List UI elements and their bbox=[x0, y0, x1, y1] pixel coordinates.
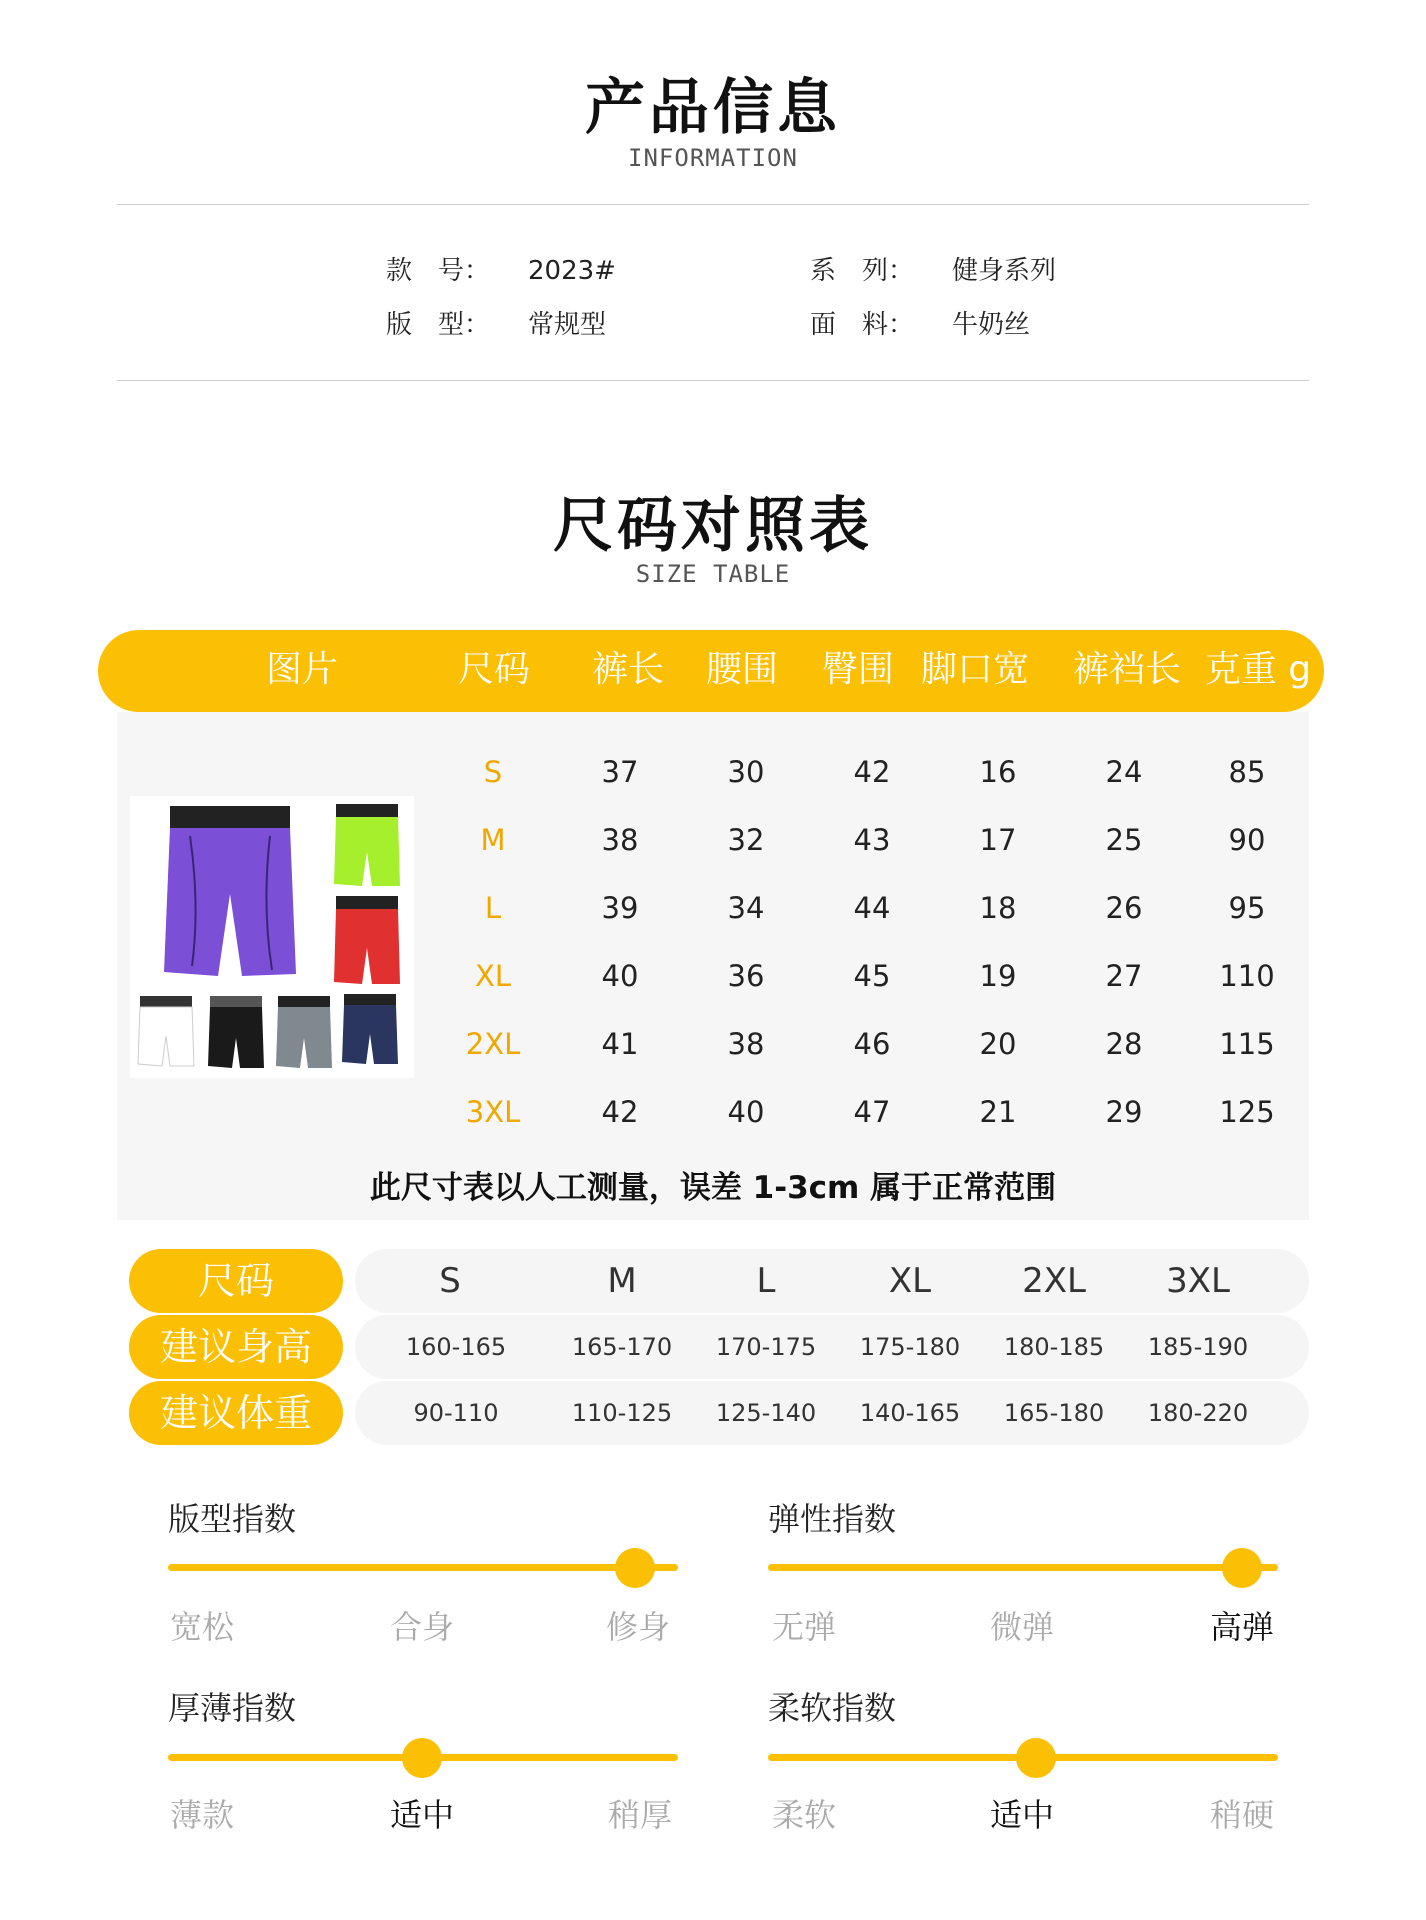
shorts-red bbox=[334, 896, 400, 984]
info-value: 牛奶丝 bbox=[952, 310, 1031, 340]
rec-size: M bbox=[607, 1261, 637, 1301]
cell-leg-opening: 19 bbox=[979, 959, 1017, 993]
cell-waist: 34 bbox=[727, 891, 765, 925]
rec-weight: 140-165 bbox=[859, 1399, 961, 1427]
elasticity-index-knob bbox=[1222, 1548, 1262, 1588]
info-value: 常规型 bbox=[528, 310, 607, 340]
rec-weight: 125-140 bbox=[715, 1399, 817, 1427]
rec-height: 165-170 bbox=[571, 1333, 673, 1361]
header-waist: 腰围 bbox=[705, 649, 778, 690]
cell-size: 2XL bbox=[465, 1027, 521, 1061]
info-field-series bbox=[810, 250, 1056, 287]
softness-label: 柔软 bbox=[772, 1796, 837, 1834]
cell-rise: 27 bbox=[1105, 959, 1143, 993]
cell-length: 37 bbox=[601, 755, 639, 789]
cell-hip: 47 bbox=[853, 1095, 891, 1129]
shorts-navy bbox=[342, 994, 398, 1064]
cell-hip: 43 bbox=[853, 823, 891, 857]
elasticity-label: 微弹 bbox=[990, 1608, 1055, 1646]
label-size: 尺码 bbox=[129, 1249, 343, 1313]
softness-label-selected: 适中 bbox=[990, 1796, 1055, 1834]
cell-hip: 45 bbox=[853, 959, 891, 993]
cell-hip: 46 bbox=[853, 1027, 891, 1061]
divider bbox=[117, 380, 1309, 381]
elasticity-index-track bbox=[768, 1564, 1278, 1571]
cell-leg-opening: 16 bbox=[979, 755, 1017, 789]
rec-size: 3XL bbox=[1166, 1261, 1230, 1301]
info-subtitle: INFORMATION bbox=[628, 144, 798, 172]
rec-height: 160-165 bbox=[405, 1333, 507, 1361]
rec-size: 2XL bbox=[1022, 1261, 1086, 1301]
rec-size: L bbox=[756, 1261, 776, 1301]
thickness-label-selected: 适中 bbox=[390, 1796, 455, 1834]
cell-length: 40 bbox=[601, 959, 639, 993]
softness-index-knob bbox=[1016, 1738, 1056, 1778]
fit-index-track bbox=[168, 1564, 678, 1571]
rec-height: 185-190 bbox=[1147, 1333, 1249, 1361]
label-weight: 建议体重 bbox=[129, 1381, 343, 1445]
header-length: 裤长 bbox=[591, 649, 664, 690]
cell-hip: 44 bbox=[853, 891, 891, 925]
header-rise: 裤裆长 bbox=[1072, 649, 1181, 690]
info-field-style-no bbox=[386, 250, 616, 287]
cell-length: 42 bbox=[601, 1095, 639, 1129]
rec-size: XL bbox=[888, 1261, 932, 1301]
header-size: 尺码 bbox=[457, 649, 530, 690]
divider bbox=[117, 204, 1309, 205]
info-key: 系 列： bbox=[810, 256, 915, 286]
thickness-label: 稍厚 bbox=[608, 1796, 673, 1834]
cell-waist: 38 bbox=[727, 1027, 765, 1061]
cell-weight: 95 bbox=[1228, 891, 1266, 925]
cell-waist: 40 bbox=[727, 1095, 765, 1129]
info-value: 健身系列 bbox=[952, 256, 1057, 286]
rec-height: 180-185 bbox=[1003, 1333, 1105, 1361]
thickness-index-knob bbox=[402, 1738, 442, 1778]
cell-leg-opening: 17 bbox=[979, 823, 1017, 857]
cell-waist: 30 bbox=[727, 755, 765, 789]
rec-weight: 90-110 bbox=[413, 1399, 499, 1427]
softness-label: 稍硬 bbox=[1210, 1796, 1275, 1834]
info-field-fabric bbox=[810, 304, 1030, 341]
shorts-black bbox=[208, 996, 264, 1068]
elasticity-index-title: 弹性指数 bbox=[768, 1500, 897, 1538]
rec-height: 170-175 bbox=[715, 1333, 817, 1361]
info-key: 版 型： bbox=[386, 310, 491, 340]
shorts-green bbox=[334, 804, 400, 886]
cell-weight: 90 bbox=[1228, 823, 1266, 857]
cell-length: 38 bbox=[601, 823, 639, 857]
cell-size: L bbox=[484, 891, 502, 925]
fit-label: 合身 bbox=[390, 1608, 455, 1646]
cell-leg-opening: 18 bbox=[979, 891, 1017, 925]
size-title: 尺码对照表 bbox=[553, 491, 873, 561]
cell-rise: 24 bbox=[1105, 755, 1143, 789]
fit-label: 宽松 bbox=[170, 1608, 235, 1646]
measurement-note: 此尺寸表以人工测量，误差 1-3cm 属于正常范围 bbox=[369, 1170, 1057, 1206]
cell-length: 41 bbox=[601, 1027, 639, 1061]
cell-rise: 26 bbox=[1105, 891, 1143, 925]
fit-index-knob bbox=[615, 1548, 655, 1588]
cell-weight: 110 bbox=[1219, 959, 1275, 993]
header-hip: 臀围 bbox=[821, 649, 894, 690]
info-field-fit bbox=[386, 304, 606, 341]
product-image bbox=[130, 796, 414, 1078]
info-title: 产品信息 bbox=[585, 73, 841, 143]
rec-size: S bbox=[439, 1261, 461, 1301]
cell-weight: 115 bbox=[1219, 1027, 1275, 1061]
info-value: 2023# bbox=[528, 256, 616, 286]
cell-rise: 28 bbox=[1105, 1027, 1143, 1061]
info-key: 面 料： bbox=[810, 310, 915, 340]
cell-length: 39 bbox=[601, 891, 639, 925]
cell-leg-opening: 20 bbox=[979, 1027, 1017, 1061]
fit-label-selected: 修身 bbox=[606, 1608, 671, 1646]
rec-weight: 165-180 bbox=[1003, 1399, 1105, 1427]
rec-weight: 110-125 bbox=[571, 1399, 673, 1427]
cell-waist: 36 bbox=[727, 959, 765, 993]
cell-size: S bbox=[483, 755, 503, 789]
cell-size: M bbox=[480, 823, 506, 857]
cell-weight: 85 bbox=[1228, 755, 1266, 789]
shorts-illustration bbox=[130, 796, 414, 1078]
elasticity-label: 无弹 bbox=[772, 1608, 837, 1646]
cell-hip: 42 bbox=[853, 755, 891, 789]
header-weight-g: 克重 g bbox=[1204, 649, 1312, 690]
cell-rise: 29 bbox=[1105, 1095, 1143, 1129]
size-subtitle: SIZE TABLE bbox=[635, 560, 791, 588]
rec-weight: 180-220 bbox=[1147, 1399, 1249, 1427]
header-leg-opening: 脚口宽 bbox=[920, 649, 1029, 690]
shorts-white bbox=[138, 996, 194, 1066]
elasticity-label-selected: 高弹 bbox=[1210, 1608, 1275, 1646]
cell-size: XL bbox=[474, 959, 512, 993]
header-picture: 图片 bbox=[265, 649, 338, 690]
shorts-gray bbox=[276, 996, 332, 1068]
label-height: 建议身高 bbox=[129, 1315, 343, 1379]
cell-leg-opening: 21 bbox=[979, 1095, 1017, 1129]
shorts-purple bbox=[164, 806, 296, 976]
softness-index-title: 柔软指数 bbox=[768, 1689, 897, 1727]
rec-height: 175-180 bbox=[859, 1333, 961, 1361]
cell-weight: 125 bbox=[1219, 1095, 1275, 1129]
cell-size: 3XL bbox=[465, 1095, 521, 1129]
thickness-label: 薄款 bbox=[170, 1796, 235, 1834]
fit-index-title: 版型指数 bbox=[168, 1500, 297, 1538]
info-key: 款 号： bbox=[386, 256, 491, 286]
cell-waist: 32 bbox=[727, 823, 765, 857]
thickness-index-title: 厚薄指数 bbox=[168, 1689, 297, 1727]
cell-rise: 25 bbox=[1105, 823, 1143, 857]
